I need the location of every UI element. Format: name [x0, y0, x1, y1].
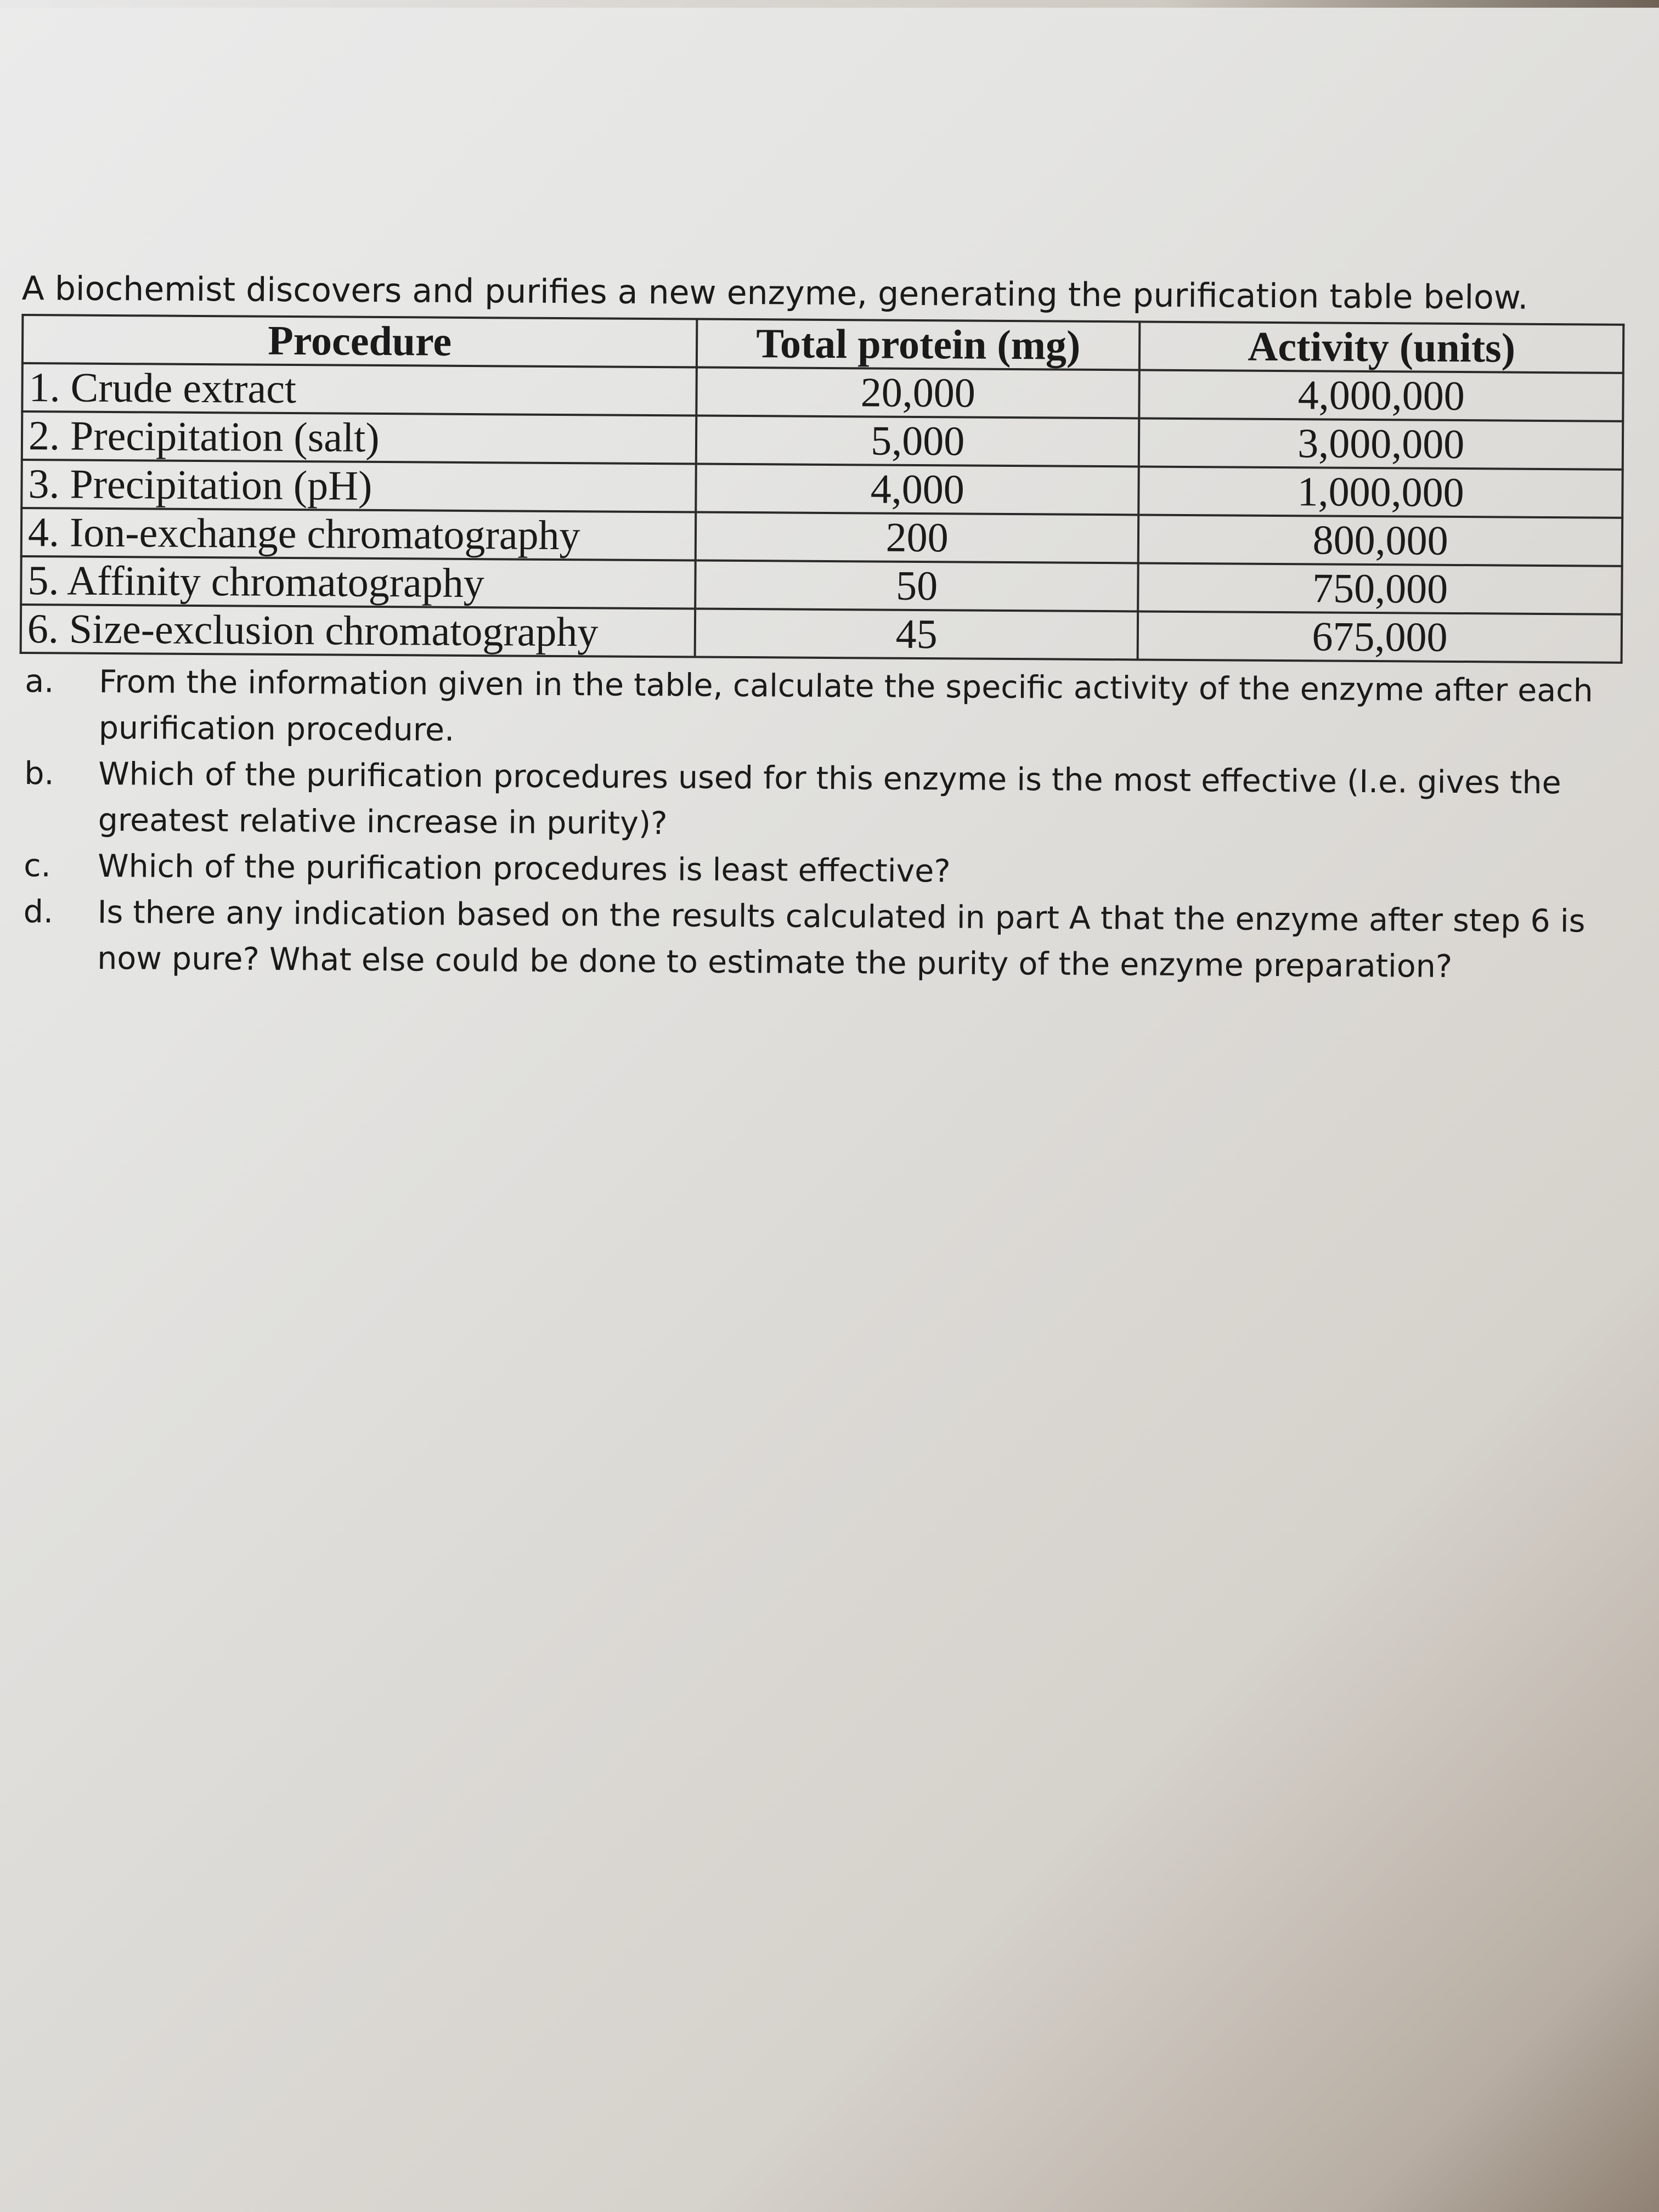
worksheet	[18, 263, 1640, 991]
cell-total-protein: 20,000	[696, 368, 1139, 419]
table-row	[21, 605, 1622, 663]
question-item	[18, 889, 1637, 991]
cell-total-protein: 200	[696, 512, 1139, 563]
cell-procedure: 3. Precipitation (pH)	[21, 460, 696, 512]
cell-activity: 1,000,000	[1139, 466, 1623, 517]
header-activity: Activity (units)	[1139, 321, 1623, 373]
question-letter: c.	[24, 848, 51, 884]
cell-procedure: 6. Size-exclusion chromatography	[21, 605, 696, 657]
cell-activity: 675,000	[1138, 611, 1622, 662]
header-procedure: Procedure	[22, 315, 697, 368]
question-text: Is there any indication based on the results calculated in part A that the enzyme after step 6 is now pure? What else could be done to estimate the purity of the enzyme preparation?	[97, 894, 1585, 985]
cell-activity: 800,000	[1138, 515, 1622, 566]
question-letter: b.	[24, 755, 54, 792]
cell-total-protein: 4,000	[696, 464, 1139, 515]
page-top-edge	[0, 0, 1659, 8]
question-letter: a.	[25, 663, 54, 700]
question-text: From the information given in the table, calculate the specific activity of the enzyme after each purification procedure.	[98, 663, 1593, 748]
cell-total-protein: 5,000	[696, 416, 1139, 467]
question-letter: d.	[23, 894, 54, 930]
cell-activity: 4,000,000	[1139, 370, 1623, 421]
purification-table	[20, 314, 1625, 664]
header-total-protein: Total protein (mg)	[697, 319, 1140, 370]
question-text: Which of the purification procedures is least effective?	[98, 848, 951, 890]
question-list	[18, 658, 1638, 991]
cell-activity: 3,000,000	[1139, 418, 1623, 469]
question-text: Which of the purification procedures used for this enzyme is the most effective (I.e. gives the greatest relative increase in purity)?	[98, 755, 1561, 842]
cell-total-protein: 45	[695, 609, 1138, 660]
cell-activity: 750,000	[1138, 563, 1622, 614]
cell-procedure: 5. Affinity chromatography	[21, 556, 696, 609]
question-item	[19, 658, 1638, 760]
cell-procedure: 4. Ion-exchange chromatography	[21, 508, 696, 561]
cell-total-protein: 50	[695, 561, 1138, 612]
cell-procedure: 2. Precipitation (salt)	[22, 411, 697, 464]
cell-procedure: 1. Crude extract	[22, 363, 697, 416]
question-item	[19, 751, 1638, 853]
intro-text: A biochemist discovers and purifies a new enzyme, generating the purification table below.	[21, 269, 1528, 317]
